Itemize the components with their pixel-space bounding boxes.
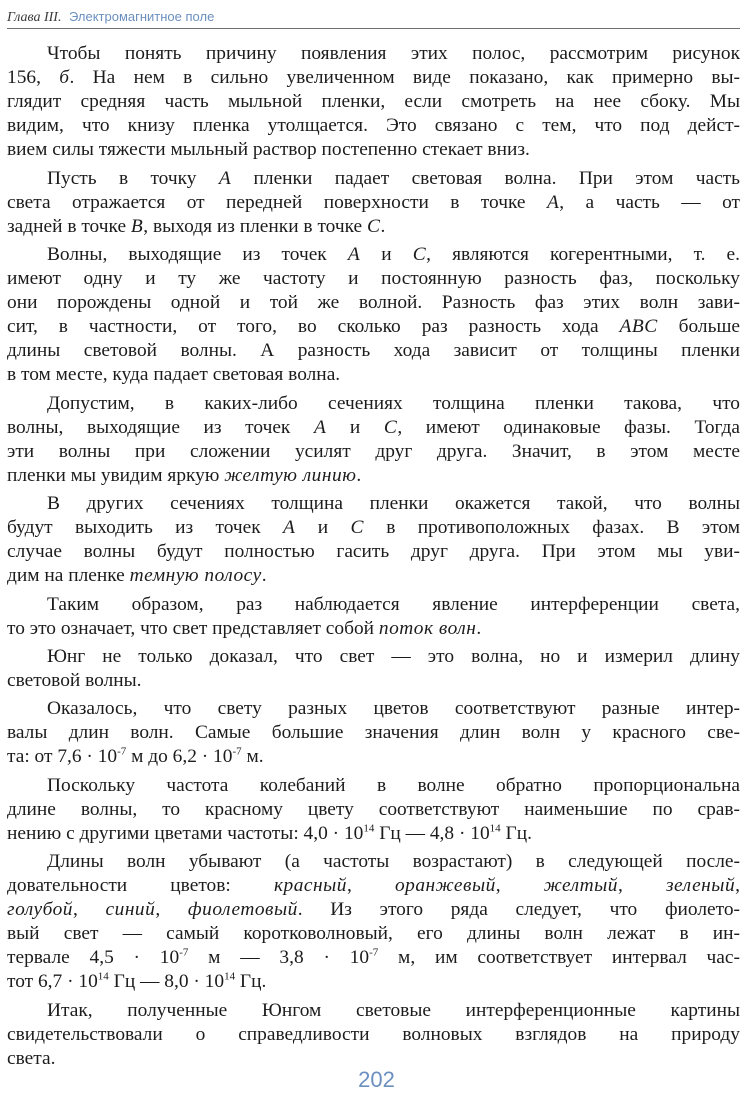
- text-line: вый свет — самый коротковолновый, его длины волн лежат в ин-: [7, 923, 740, 945]
- running-header: [7, 6, 740, 29]
- text-line: видим, что книзу пленка утолщается. Это связано с тем, что под дейст-: [7, 115, 740, 137]
- text-line: В других сечениях толщина пленки окажется такой, что волны: [47, 493, 740, 515]
- text-line: они порождены одной и той же волной. Разность фаз этих волн зави-: [7, 292, 740, 314]
- text-line: пленки мы увидим яркую желтую линию.: [7, 464, 362, 486]
- paragraph: [7, 645, 740, 693]
- paragraph: [7, 167, 740, 239]
- text-line: сит, в частности, от того, во сколько раз разность хода ABC больше: [7, 316, 740, 338]
- paragraph: [7, 774, 740, 846]
- page-number: 202: [358, 1067, 395, 1092]
- text-line: света.: [7, 1047, 56, 1069]
- text-line: волны, выходящие из точек A и C, имеют одинаковые фазы. Тогда: [7, 416, 740, 438]
- chapter-label: Глава III.: [7, 10, 62, 25]
- body-text: [7, 42, 740, 1075]
- text-line: будут выходить из точек A и C в противоположных фазах. В этом: [7, 517, 741, 539]
- text-line: Пусть в точку A пленки падает световая волна. При этом часть: [47, 167, 740, 189]
- text-line: эти волны при сложении усилят друг друга. Значит, в этом месте: [7, 440, 740, 462]
- text-line: вием силы тяжести мыльный раствор постепенно стекает вниз.: [7, 139, 530, 161]
- paragraph: [7, 492, 740, 588]
- text-line: нению с другими цветами частоты: $4,0 \cdot 10^{14}$ Гц — $4,8 \cdot 10^{14}$ Гц.: [7, 822, 532, 844]
- text-line: длины световой волны. А разность хода зависит от толщины пленки: [7, 340, 740, 362]
- text-line: Допустим, в каких-либо сечениях толщина пленки такова, что: [47, 392, 740, 414]
- text-line: Чтобы понять причину появления этих полос, рассмотрим рисунок: [47, 43, 740, 64]
- text-line: задней в точке B, выходя из пленки в точке C.: [7, 215, 386, 237]
- text-line: в том месте, куда падает световая волна.: [7, 364, 341, 386]
- paragraph: [7, 999, 740, 1071]
- text-line: имеют одну и ту же частоту и постоянную разность фаз, поскольку: [7, 268, 740, 290]
- text-line: свидетельствовали о справедливости волновых взглядов на природу: [7, 1023, 740, 1045]
- paragraph: [7, 243, 740, 387]
- text-line: глядит средняя часть мыльной пленки, если смотреть на нее сбоку. Мы: [7, 91, 740, 113]
- text-line: Таким образом, раз наблюдается явление интерференции света,: [47, 593, 740, 615]
- paragraph: [7, 850, 740, 994]
- text-line: 156, б. На нем в сильно увеличенном виде показано, как примерно вы-: [7, 67, 741, 89]
- text-line: Поскольку частота колебаний в волне обратно пропорциональна: [47, 774, 740, 796]
- text-line: длине волны, то красному цвету соответствуют наименьшие по срав-: [7, 798, 740, 820]
- text-line: то это означает, что свет представляет собой поток волн.: [7, 617, 482, 639]
- text-line: тот $6,7 \cdot 10^{14}$ Гц — $8,0 \cdot 10^{14}$ Гц.: [7, 970, 267, 993]
- text-line: довательности цветов: красный, оранжевый, желтый, зеленый,: [7, 875, 740, 897]
- text-line: Оказалось, что свету разных цветов соответствуют разные интер-: [47, 698, 740, 720]
- text-line: Волны, выходящие из точек A и C, являются когерентными, т. е.: [47, 243, 740, 265]
- text-line: Длины волн убывают (а частоты возрастают) в следующей после-: [47, 851, 740, 873]
- text-line: валы длин волн. Самые большие значения длин волн у красного све-: [7, 722, 740, 744]
- text-line: Юнг не только доказал, что свет — это волна, но и измерил длину: [47, 645, 740, 667]
- text-line: случае волны будут полностью гасить друг друга. При этом мы уви-: [7, 541, 740, 563]
- paragraph: [7, 593, 740, 641]
- text-line: дим на пленке темную полосу.: [7, 565, 267, 587]
- text-line: тервале $4,5 \cdot 10^{-7}$ м — $3,8 \cdot 10^{-7}$ м, им соответствует интервал час-: [7, 946, 740, 969]
- section-title: Электромагнитное поле: [68, 9, 215, 24]
- paragraph: [7, 392, 740, 488]
- text-line: голубой, синий, фиолетовый. Из этого ряда следует, что фиолето-: [7, 899, 740, 921]
- text-line: света отражается от передней поверхности в точке A, а часть — от: [7, 191, 740, 213]
- text-line: Итак, полученные Юнгом световые интерференционные картины: [47, 999, 740, 1021]
- paragraph: [7, 697, 740, 769]
- text-line: световой волны.: [7, 669, 142, 691]
- paragraph: [7, 42, 740, 162]
- text-line: та: от $7,6 \cdot 10^{-7}$ м до $6,2 \cdot 10^{-7}$ м.: [7, 745, 264, 768]
